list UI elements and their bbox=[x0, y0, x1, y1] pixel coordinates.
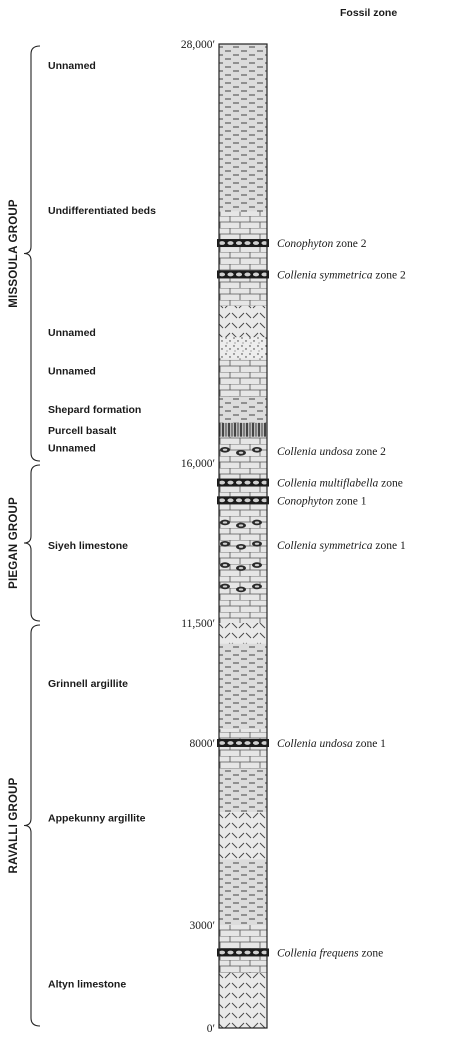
formation-label: Unnamed bbox=[48, 327, 96, 340]
fossil-band bbox=[217, 239, 269, 247]
layer-dolomite bbox=[219, 812, 267, 859]
layer-shale bbox=[219, 397, 267, 423]
formation-label: Grinnell argillite bbox=[48, 678, 128, 690]
lithology-column bbox=[219, 44, 267, 1028]
group-label: RAVALLI GROUP bbox=[8, 777, 20, 874]
depth-label: 28,000′ bbox=[180, 39, 215, 51]
fossil-zone-label: Collenia symmetrica zone 2 bbox=[277, 269, 406, 282]
formation-label: Siyeh limestone bbox=[48, 539, 128, 552]
fossil-zone-labels bbox=[277, 238, 406, 959]
group-bracket bbox=[24, 46, 40, 461]
layer-basalt bbox=[219, 423, 267, 437]
group-bracket bbox=[24, 625, 40, 1026]
formation-label: Unnamed bbox=[48, 442, 96, 455]
formation-label: Purcell basalt bbox=[48, 424, 117, 437]
fossil-zone-label: Conophyton zone 2 bbox=[277, 238, 367, 251]
depth-label: 0′ bbox=[206, 1023, 215, 1035]
fossil-zone-label: Conophyton zone 1 bbox=[277, 495, 367, 508]
fossil-zone-label: Collenia undosa zone 1 bbox=[277, 738, 386, 750]
formation-label: Undifferentiated beds bbox=[48, 204, 156, 217]
group-brackets bbox=[8, 46, 40, 1026]
layer-limestone bbox=[219, 358, 267, 396]
group-label: MISSOULA GROUP bbox=[8, 199, 20, 308]
layer-dolomite bbox=[219, 623, 267, 644]
group-bracket bbox=[24, 465, 40, 621]
formation-labels bbox=[48, 60, 156, 990]
fossil-zone-label: Collenia symmetrica zone 1 bbox=[277, 539, 406, 552]
layer-shale bbox=[219, 859, 267, 925]
group-label: PIEGAN GROUP bbox=[8, 497, 20, 589]
fossil-band bbox=[217, 948, 269, 956]
layer-sand bbox=[219, 337, 267, 358]
fossil-zone-label: Collenia multiflabella zone bbox=[277, 477, 403, 490]
layer-shale bbox=[219, 44, 267, 212]
layer-dolomite bbox=[219, 306, 267, 337]
layer-dolomite bbox=[219, 973, 267, 1028]
fossil-zone-label: Collenia undosa zone 2 bbox=[277, 445, 386, 458]
fossil-band bbox=[217, 496, 269, 504]
depth-labels bbox=[181, 39, 215, 1035]
layer-limestone bbox=[219, 729, 267, 768]
depth-label: 11,500′ bbox=[181, 618, 215, 630]
depth-label: 16,000′ bbox=[180, 458, 215, 470]
fossil-zone-header: Fossil zone bbox=[340, 7, 398, 19]
formation-label: Unnamed bbox=[48, 365, 96, 378]
formation-label: Unnamed bbox=[48, 59, 96, 72]
depth-label: 8000′ bbox=[189, 738, 215, 750]
formation-label: Shepard formation bbox=[48, 403, 142, 416]
layer-shale bbox=[219, 644, 267, 730]
layer-shale bbox=[219, 768, 267, 812]
layer-limestone bbox=[219, 212, 267, 306]
depth-label: 3000′ bbox=[189, 920, 215, 932]
formation-label: Altyn limestone bbox=[48, 978, 127, 991]
fossil-band bbox=[217, 739, 269, 747]
fossil-band bbox=[217, 270, 269, 278]
fossil-zone-label: Collenia frequens zone bbox=[277, 947, 384, 960]
formation-label: Appekunny argillite bbox=[48, 812, 146, 825]
fossil-band bbox=[217, 479, 269, 487]
